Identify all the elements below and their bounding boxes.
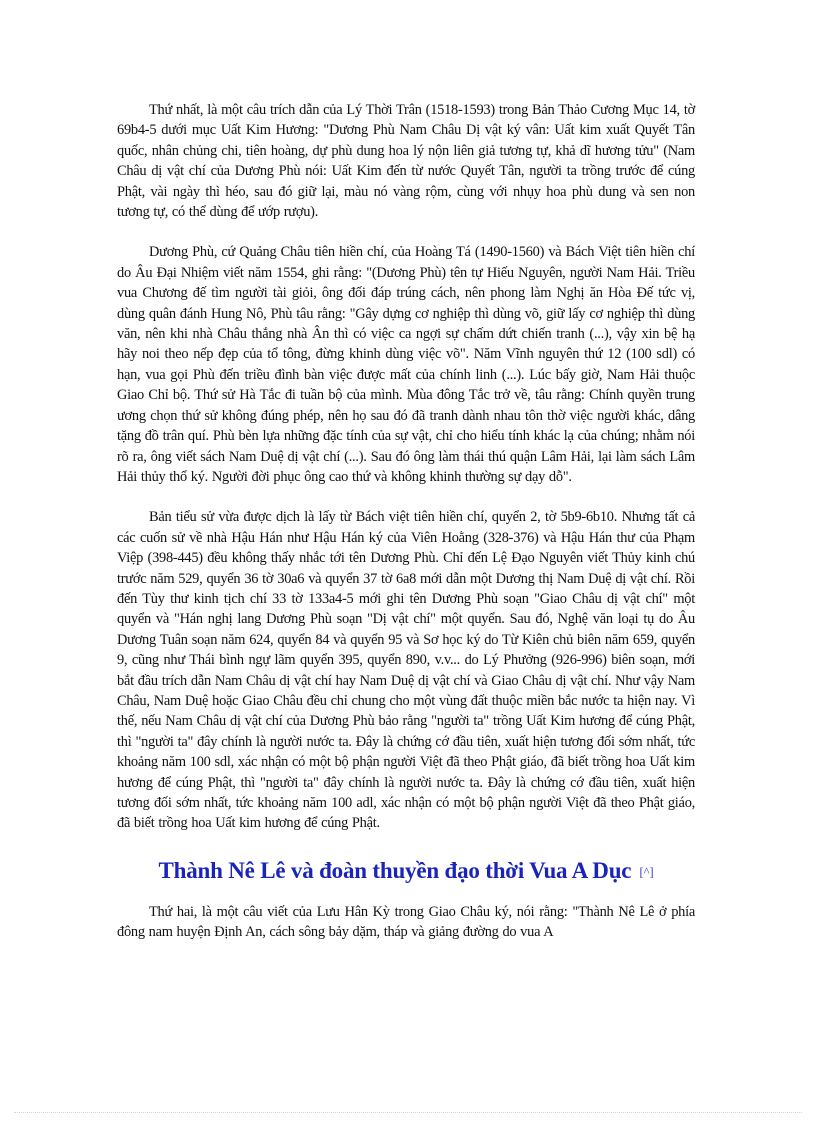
paragraph-2: Dương Phù, cứ Quảng Châu tiên hiền chí, của Hoàng Tá (1490-1560) và Bách Việt tiên hiền chí do Âu Đại Nhiệm viết năm 1554, ghi rằng: "(Dương Phù) tên tự Hiếu Nguyên, người Nam Hải. Triều vua Chương đế tìm người tài giỏi, ông đối đáp trúng cách, nên phong làm Nghị ăn Hòa Đế tức vị, dùng quân đánh Hung Nô, Phù tâu rằng: "Gây dựng cơ nghiệp thì dùng võ, giữ lấy cơ nghiệp thì dùng văn, nên khi nhà Châu thắng nhà Ân thì có việc ca ngợi sự chấm dứt chiến tranh (...), vậy xin bệ hạ hãy noi theo nếp đẹp của tổ tông, đừng khinh dùng việc võ". Năm Vĩnh nguyên thứ 12 (100 sdl) có hạn, vua gọi Phù đến triều đình bàn việc được mất của chính linh (...). Lúc bấy giờ, Nam Hải thuộc Giao Chỉ bộ. Thứ sử Hà Tắc đi tuần bộ của mình. Mùa đông Tắc trở về, tâu rằng: Chính quyền trung ương chọn thứ sử không đúng phép, nên họ sau đó đã tranh dành nhau tôn thờ việc người khác, dâng tặng đồ trân quí. Phù bèn lựa những đặc tính của sự vật, chỉ cho hiểu tính khác lạ của chúng; nhằm nói rõ ra, ông viết sách Nam Duệ dị vật chí (...). Sau đó ông làm thái thú quận Lâm Hải, lại làm sách Lâm Hải thủy thổ ký. Người đời phục ông cao thứ và không khinh thường sự dạy dỗ". bbox=[117, 244, 695, 485]
section-heading-text: Thành Nê Lê và đoàn thuyền đạo thời Vua A Dục bbox=[158, 857, 632, 883]
back-to-top-link[interactable]: [^] bbox=[639, 863, 654, 879]
paragraph-1: Thứ nhất, là một câu trích dẫn của Lý Thời Trân (1518-1593) trong Bản Thảo Cương Mục 14, tờ 69b4-5 dưới mục Uất Kim Hương: "Dương Phù Nam Châu Dị vật ký vân: Uất kim xuất Quyết Tân quốc, nhân chủng chi, tiên hoàng, dự phù dung hoa lý nộn liên giả tương tự, khả dĩ hương tửu" (Nam Châu dị vật chí của Dương Phù nói: Uất Kim đến từ nước Quyết Tân, người ta trồng trước để cúng Phật, vài ngày thì héo, sau đó giữ lại, màu nó vàng rộm, cùng với nhụy hoa phù dung và sen non tương tự, có thể dùng để ướp rượu). bbox=[117, 102, 695, 221]
paragraph-4: Thứ hai, là một câu viết của Lưu Hân Kỳ trong Giao Châu ký, nói rằng: "Thành Nê Lê ở phía đông nam huyện Định An, cách sông bảy dặm, tháp và giảng đường do vua A bbox=[117, 903, 695, 941]
page-bottom-divider bbox=[14, 1112, 802, 1113]
section-heading bbox=[117, 856, 695, 887]
document-body bbox=[117, 100, 695, 943]
paragraph-3: Bản tiểu sử vừa được dịch là lấy từ Bách việt tiên hiền chí, quyển 2, tờ 5b9-6b10. Nhưng tất cả các cuốn sử về nhà Hậu Hán như Hậu Hán ký của Viên Hoằng (328-376) và Hậu Hán thư của Phạm Việp (398-445) đều không thấy nhắc tới tên Dương Phù. Chỉ đến Lệ Đạo Nguyên viết Thủy kinh chú trước năm 529, quyển 36 tờ 30a6 và quyển 37 tờ 6a8 mới dẫn một Dương thị Nam Duệ dị vật chí. Rồi đến Tùy thư kinh tịch chí 33 tờ 133a4-5 mới ghi tên Dương Phù soạn "Giao Châu dị vật chí" một quyển và "Hán nghị lang Dương Phù soạn "Dị vật chí" một quyển. Sau đó, Nghệ văn loại tụ do Âu Dương Tuân soạn năm 624, quyển 84 và quyển 95 và Sơ học ký do Từ Kiên chủ biên năm 659, quyển 9, cũng như Thái bình ngự lãm quyển 395, quyển 890, v.v... do Lý Phưởng (926-996) biên soạn, mới bắt đầu trích dẫn Nam Châu dị vật chí hay Nam Duệ dị vật chí và Giao Châu dị vật chí. Như vậy Nam Châu, Nam Duệ hoặc Giao Châu đều chỉ chung cho một vùng đất thuộc miền bắc nước ta hiện nay. Vì thế, nếu Nam Châu dị vật chí của Dương Phù bảo rằng "người ta" trồng Uất Kim hương để cúng Phật, thì "người ta" đây chính là người nước ta. Đây là chứng cớ đầu tiên, xuất hiện tương đối sớm nhất, tức khoảng năm 100 sdl, xác nhận có một bộ phận người Việt đã theo Phật giáo, đã biết trồng hoa Uất kim hương để cúng Phật, thì "người ta" đây chính là người nước ta. Đây là chứng cớ đầu tiên, xuất hiện tương đối sớm nhất, tức khoảng năm 100 adl, xác nhận có một bộ phận người Việt đã theo Phật giáo, đã biết trồng hoa Uất kim hương để cúng Phật. bbox=[117, 509, 695, 832]
